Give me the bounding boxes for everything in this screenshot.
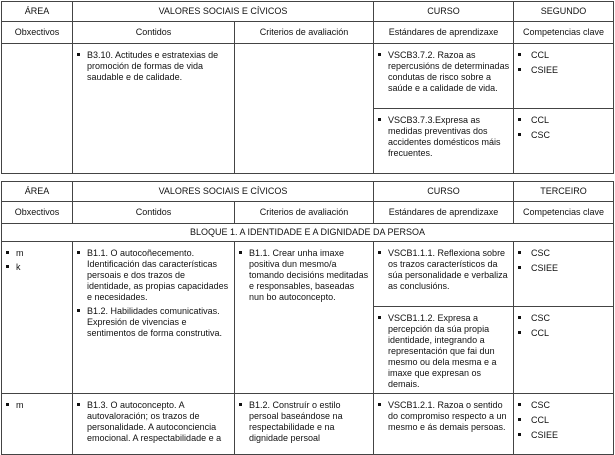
- standard-item: VSCB3.7.3.Expresa as medidas preventivas dos accidentes domésticos máis frecuentes.: [377, 115, 510, 159]
- competency-code: CSIEE: [517, 430, 610, 441]
- competency-code: CSIEE: [517, 263, 610, 274]
- column-header-competencies: Competencias clave: [514, 202, 614, 224]
- column-header-row: [2, 202, 614, 224]
- block-title-row: [2, 224, 614, 242]
- standard-cell: [374, 44, 514, 109]
- contents-cell: [73, 242, 235, 394]
- standard-cell: [374, 109, 514, 174]
- column-header-standards: Estándares de aprendizaxe: [374, 202, 514, 224]
- column-header-standards: Estándares de aprendizaxe: [374, 22, 514, 44]
- column-header-criteria: Criterios de avaliación: [235, 202, 374, 224]
- course-name: TERCEIRO: [514, 182, 614, 202]
- table-row: [2, 394, 614, 455]
- area-name: VALORES SOCIAIS E CÍVICOS: [73, 2, 374, 22]
- content-item: B1.2. Habilidades comunicativas. Expresión de vivencias e sentimentos de forma construtiva.: [76, 306, 231, 339]
- content-item: B3.10. Actitudes e estratexias de promoción de formas de vida saudable e de calidade.: [76, 50, 231, 83]
- course-label: CURSO: [374, 182, 514, 202]
- standard-cell: [374, 307, 514, 394]
- area-name: VALORES SOCIAIS E CÍVICOS: [73, 182, 374, 202]
- competency-code: CSIEE: [517, 65, 610, 76]
- column-header-contents: Contidos: [73, 202, 235, 224]
- column-header-objectives: Obxectivos: [2, 22, 73, 44]
- objective-item: m: [5, 248, 69, 259]
- criteria-item: B1.1. Crear unha imaxe positiva dun mesmo/a tomando decisións meditadas e responsables, baseadas nun bo autoconcepto.: [238, 248, 370, 303]
- header-row: [2, 2, 614, 22]
- competency-code: CCL: [517, 415, 610, 426]
- column-header-contents: Contidos: [73, 22, 235, 44]
- standard-item: VSCB1.1.2. Expresa a percepción da súa propia identidade, integrando a representación que fai dun mesmo ou dela mesma e a imaxe que expresan os demais.: [377, 313, 510, 390]
- standard-item: VSCB3.7.2. Razoa as repercusións de determinadas condutas de risco sobre a saúde e a calidade de vida.: [377, 50, 510, 94]
- header-row: [2, 182, 614, 202]
- competencies-cell: [514, 242, 614, 307]
- criteria-cell: [235, 44, 374, 174]
- curriculum-table-segundo: [1, 1, 614, 174]
- competency-code: CCL: [517, 50, 610, 61]
- objectives-cell: [2, 394, 73, 455]
- competency-code: CSC: [517, 248, 610, 259]
- competencies-cell: [514, 394, 614, 455]
- curriculum-table-terceiro: [1, 181, 614, 455]
- standard-item: VSCB1.2.1. Razoa o sentido do compromiso respecto a un mesmo e ás demais persoas.: [377, 400, 510, 433]
- competency-code: CSC: [517, 400, 610, 411]
- area-label: ÁREA: [2, 2, 73, 22]
- competencies-cell: [514, 44, 614, 109]
- standard-cell: [374, 394, 514, 455]
- objective-item: k: [5, 262, 69, 273]
- content-item: B1.3. O autoconcepto. A autovaloración; os trazos de personalidade. A autoconciencia emocional. A respectabilidade e a: [76, 400, 231, 444]
- objective-item: m: [5, 400, 69, 411]
- criteria-cell: [235, 394, 374, 455]
- column-header-criteria: Criterios de avaliación: [235, 22, 374, 44]
- standard-cell: [374, 242, 514, 307]
- column-header-competencies: Competencias clave: [514, 22, 614, 44]
- column-header-row: [2, 22, 614, 44]
- table-row: [2, 44, 614, 109]
- competencies-cell: [514, 109, 614, 174]
- objectives-cell: [2, 242, 73, 394]
- criteria-cell: [235, 242, 374, 394]
- competency-code: CCL: [517, 115, 610, 126]
- content-item: B1.1. O autocoñecemento. Identificación das características persoais e dos trazos de identidade, as propias capacidades e necesidades.: [76, 248, 231, 303]
- standard-item: VSCB1.1.1. Reflexiona sobre os trazos característicos da súa personalidade e verbaliza as conclusións.: [377, 248, 510, 292]
- block-title: BLOQUE 1. A IDENTIDADE E A DIGNIDADE DA PERSOA: [2, 224, 614, 242]
- contents-cell: [73, 44, 235, 174]
- competencies-cell: [514, 307, 614, 394]
- area-label: ÁREA: [2, 182, 73, 202]
- course-name: SEGUNDO: [514, 2, 614, 22]
- competency-code: CSC: [517, 313, 610, 324]
- table-row: [2, 242, 614, 307]
- competency-code: CCL: [517, 328, 610, 339]
- objectives-cell: [2, 44, 73, 174]
- competency-code: CSC: [517, 130, 610, 141]
- criteria-item: B1.2. Construír o estilo persoal baseándose na respectabilidade e na dignidade persoal: [238, 400, 370, 444]
- contents-cell: [73, 394, 235, 455]
- course-label: CURSO: [374, 2, 514, 22]
- column-header-objectives: Obxectivos: [2, 202, 73, 224]
